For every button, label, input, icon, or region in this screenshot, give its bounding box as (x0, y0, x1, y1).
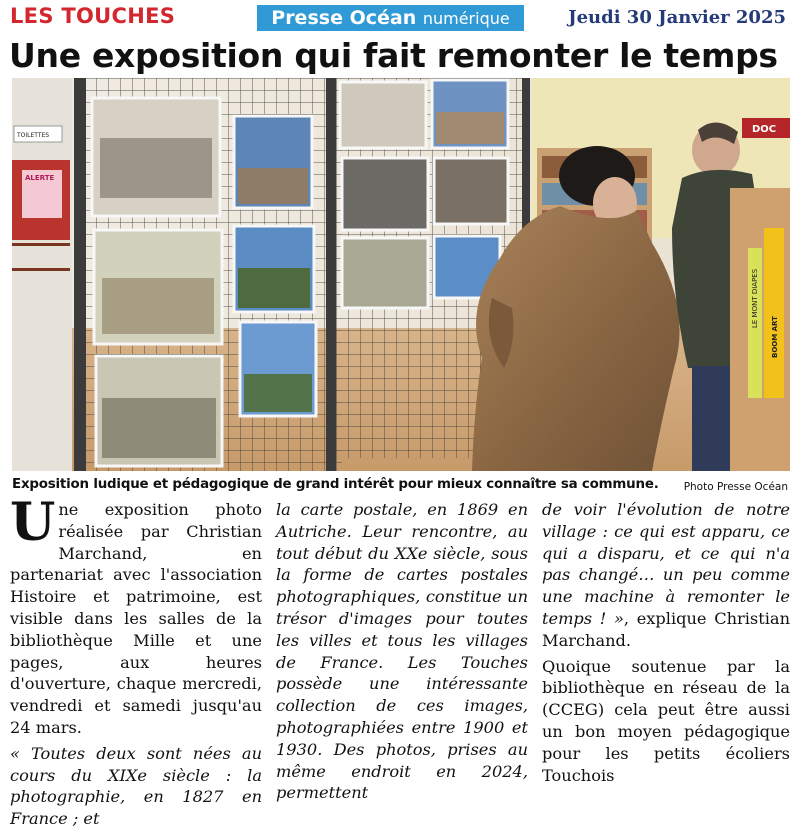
attribution-text: , explique Christian Marchand. (542, 608, 790, 650)
photo-illustration (12, 78, 790, 471)
section-rubric: LES TOUCHES (10, 4, 176, 28)
book-spine-2: BOOM ART (771, 316, 779, 358)
article-body (10, 492, 790, 829)
paragraph: la carte postale, en 1869 en Autriche. Leur rencontre, au tout début du XXe siècle, sous la forme de cartes postales photographiques, constitue un trésor d'images pour toutes les villes et tous les villages de France. Les Touches possède une intéressante collection de ces images, photographiées entre 1900 et 1930. Des photos, prises au même endroit en 2024, permettent (276, 500, 528, 803)
paragraph (10, 492, 262, 739)
brand-name: Presse Océan (271, 7, 417, 29)
toilet-sign-text: TOILETTES (17, 132, 50, 139)
paragraph: Quoique soutenue par la bibliothèque en réseau de la (CCEG) cela peut être aussi un bon moyen pédagogique pour les petits écoliers Touchois (542, 656, 790, 785)
drop-cap: U (10, 492, 56, 553)
quote-text: de voir l'évolution de notre village : ce qui est apparu, ce qui a disparu, et ce qui n'a pas changé… un peu comme une machine à remonter le temps ! » (542, 500, 790, 628)
paragraph (542, 499, 790, 652)
photo-caption: Exposition ludique et pédagogique de grand intérêt pour mieux connaître sa commune. (12, 477, 659, 492)
column-1 (10, 492, 262, 830)
article-photo (12, 78, 790, 471)
bookshelf-right (730, 188, 790, 471)
paragraph: « Toutes deux sont nées au cours du XIXe siècle : la photographie, en 1827 en France ; et (10, 743, 262, 829)
headline: Une exposition qui fait remonter le temps (9, 36, 778, 75)
photo-credit: Photo Presse Océan (683, 481, 788, 493)
book-spine-1: LE MONT DIAPES (751, 268, 759, 328)
doc-sign: DOC (752, 124, 777, 135)
poster-text: ALERTE (25, 174, 55, 182)
issue-date: Jeudi 30 Janvier 2025 (568, 7, 786, 28)
brand-subtitle: numérique (422, 9, 510, 28)
column-2 (276, 499, 528, 804)
brand-banner (257, 5, 524, 31)
column-3 (542, 499, 790, 786)
paragraph-text: ne exposition photo réalisée par Christian Marchand, en partenariat avec l'association Histoire et patrimoine, est visible dans les salles de la bibliothèque Mille et une pages, aux heures d'ouverture, chaque mercredi, vendredi et samedi jusqu'au 24 mars. (10, 500, 262, 737)
